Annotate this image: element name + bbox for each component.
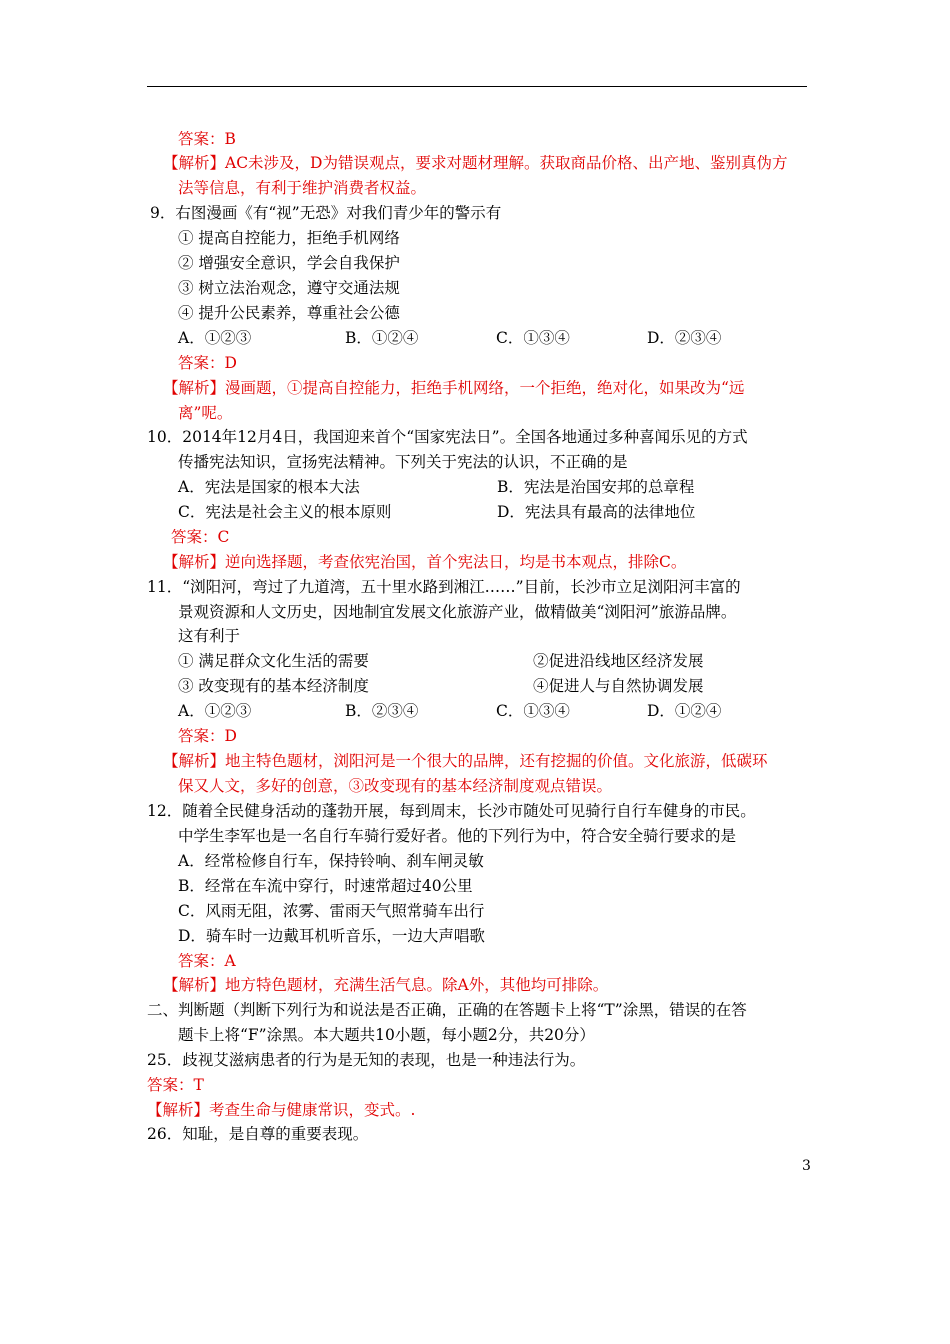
- q10-option-b: B．宪法是治国安邦的总章程: [497, 478, 695, 496]
- q9-option-c: C．①③④: [496, 329, 570, 347]
- section-2-heading-2: 题卡上将“F”涂黑。本大题共10小题，每小题2分，共20分）: [178, 1026, 595, 1044]
- q9-item-2: ② 增强安全意识，学会自我保护: [178, 254, 400, 272]
- q11-option-a: A．①②③: [178, 702, 252, 720]
- q12-option-b: B．经常在车流中穿行，时速常超过40公里: [178, 877, 473, 895]
- q11-item-3: ③ 改变现有的基本经济制度: [178, 677, 369, 695]
- q9-item-3: ③ 树立法治观念，遵守交通法规: [178, 279, 400, 297]
- analysis-8-line-1: 【解析】AC未涉及，D为错误观点，要求对题材理解。获取商品价格、出产地、鉴别真伪方: [163, 154, 788, 172]
- question-11-stem-3: 这有利于: [178, 627, 241, 645]
- question-10-stem-1: 10．2014年12月4日，我国迎来首个“国家宪法日”。全国各地通过多种喜闻乐见的方式: [147, 428, 748, 446]
- analysis-11-line-1: 【解析】地主特色题材，浏阳河是一个很大的品牌，还有挖掘的价值。文化旅游，低碳环: [163, 752, 768, 770]
- question-12-stem-2: 中学生李军也是一名自行车骑行爱好者。他的下列行为中，符合安全骑行要求的是: [178, 827, 737, 845]
- analysis-25: 【解析】考查生命与健康常识，变式。.: [147, 1101, 416, 1119]
- page-number: 3: [802, 1158, 811, 1174]
- question-12-stem-1: 12．随着全民健身活动的蓬勃开展，每到周末，长沙市随处可见骑行自行车健身的市民。: [147, 802, 756, 820]
- analysis-9-line-2: 离”呢。: [178, 404, 233, 422]
- q9-option-d: D．②③④: [647, 329, 722, 347]
- question-11-stem-2: 景观资源和人文历史，因地制宜发展文化旅游产业，做精做美“浏阳河”旅游品牌。: [178, 603, 737, 621]
- q11-item-1: ① 满足群众文化生活的需要: [178, 652, 369, 670]
- q10-option-d: D．宪法具有最高的法律地位: [497, 503, 696, 521]
- q9-option-b: B．①②④: [345, 329, 419, 347]
- q11-option-d: D．①②④: [647, 702, 722, 720]
- q10-option-c: C．宪法是社会主义的根本原则: [178, 503, 392, 521]
- q12-option-a: A．经常检修自行车，保持铃响、刹车闸灵敏: [178, 852, 484, 870]
- q11-item-4: ④促进人与自然协调发展: [533, 677, 704, 695]
- question-26: 26．知耻，是自尊的重要表现。: [147, 1125, 369, 1143]
- question-11-stem-1: 11．“浏阳河，弯过了九道湾，五十里水路到湘江……”目前，长沙市立足浏阳河丰富的: [147, 578, 741, 596]
- analysis-8-line-2: 法等信息，有利于维护消费者权益。: [178, 179, 427, 197]
- answer-12: 答案：A: [178, 952, 236, 970]
- q12-option-d: D．骑车时一边戴耳机听音乐，一边大声唱歌: [178, 927, 485, 945]
- answer-8: 答案：B: [178, 130, 236, 148]
- analysis-9-line-1: 【解析】漫画题，①提高自控能力，拒绝手机网络，一个拒绝，绝对化，如果改为“远: [163, 379, 745, 397]
- q9-option-a: A．①②③: [178, 329, 252, 347]
- section-2-heading-1: 二、判断题（判断下列行为和说法是否正确，正确的在答题卡上将“T”涂黑，错误的在答: [147, 1001, 747, 1019]
- analysis-10: 【解析】逆向选择题，考查依宪治国，首个宪法日，均是书本观点，排除C。: [163, 553, 687, 571]
- q9-item-4: ④ 提升公民素养，尊重社会公德: [178, 304, 400, 322]
- q12-option-c: C．风雨无阻，浓雾、雷雨天气照常骑车出行: [178, 902, 485, 920]
- q9-item-1: ① 提高自控能力，拒绝手机网络: [178, 229, 400, 247]
- q11-option-b: B．②③④: [345, 702, 419, 720]
- q11-item-2: ②促进沿线地区经济发展: [533, 652, 704, 670]
- question-25: 25．歧视艾滋病患者的行为是无知的表现，也是一种违法行为。: [147, 1051, 586, 1069]
- question-9-stem: 9．右图漫画《有“视”无恐》对我们青少年的警示有: [150, 204, 502, 222]
- answer-10: 答案：C: [171, 528, 230, 546]
- analysis-11-line-2: 保又人文，多好的创意，③改变现有的基本经济制度观点错误。: [178, 777, 613, 795]
- q10-option-a: A．宪法是国家的根本大法: [178, 478, 360, 496]
- analysis-12: 【解析】地方特色题材，充满生活气息。除A外，其他均可排除。: [163, 976, 609, 994]
- answer-25: 答案：T: [147, 1076, 204, 1094]
- question-10-stem-2: 传播宪法知识，宣扬宪法精神。下列关于宪法的认识，不正确的是: [178, 453, 628, 471]
- q11-option-c: C．①③④: [496, 702, 570, 720]
- answer-11: 答案：D: [178, 727, 237, 745]
- answer-9: 答案：D: [178, 354, 237, 372]
- header-rule: [147, 86, 807, 87]
